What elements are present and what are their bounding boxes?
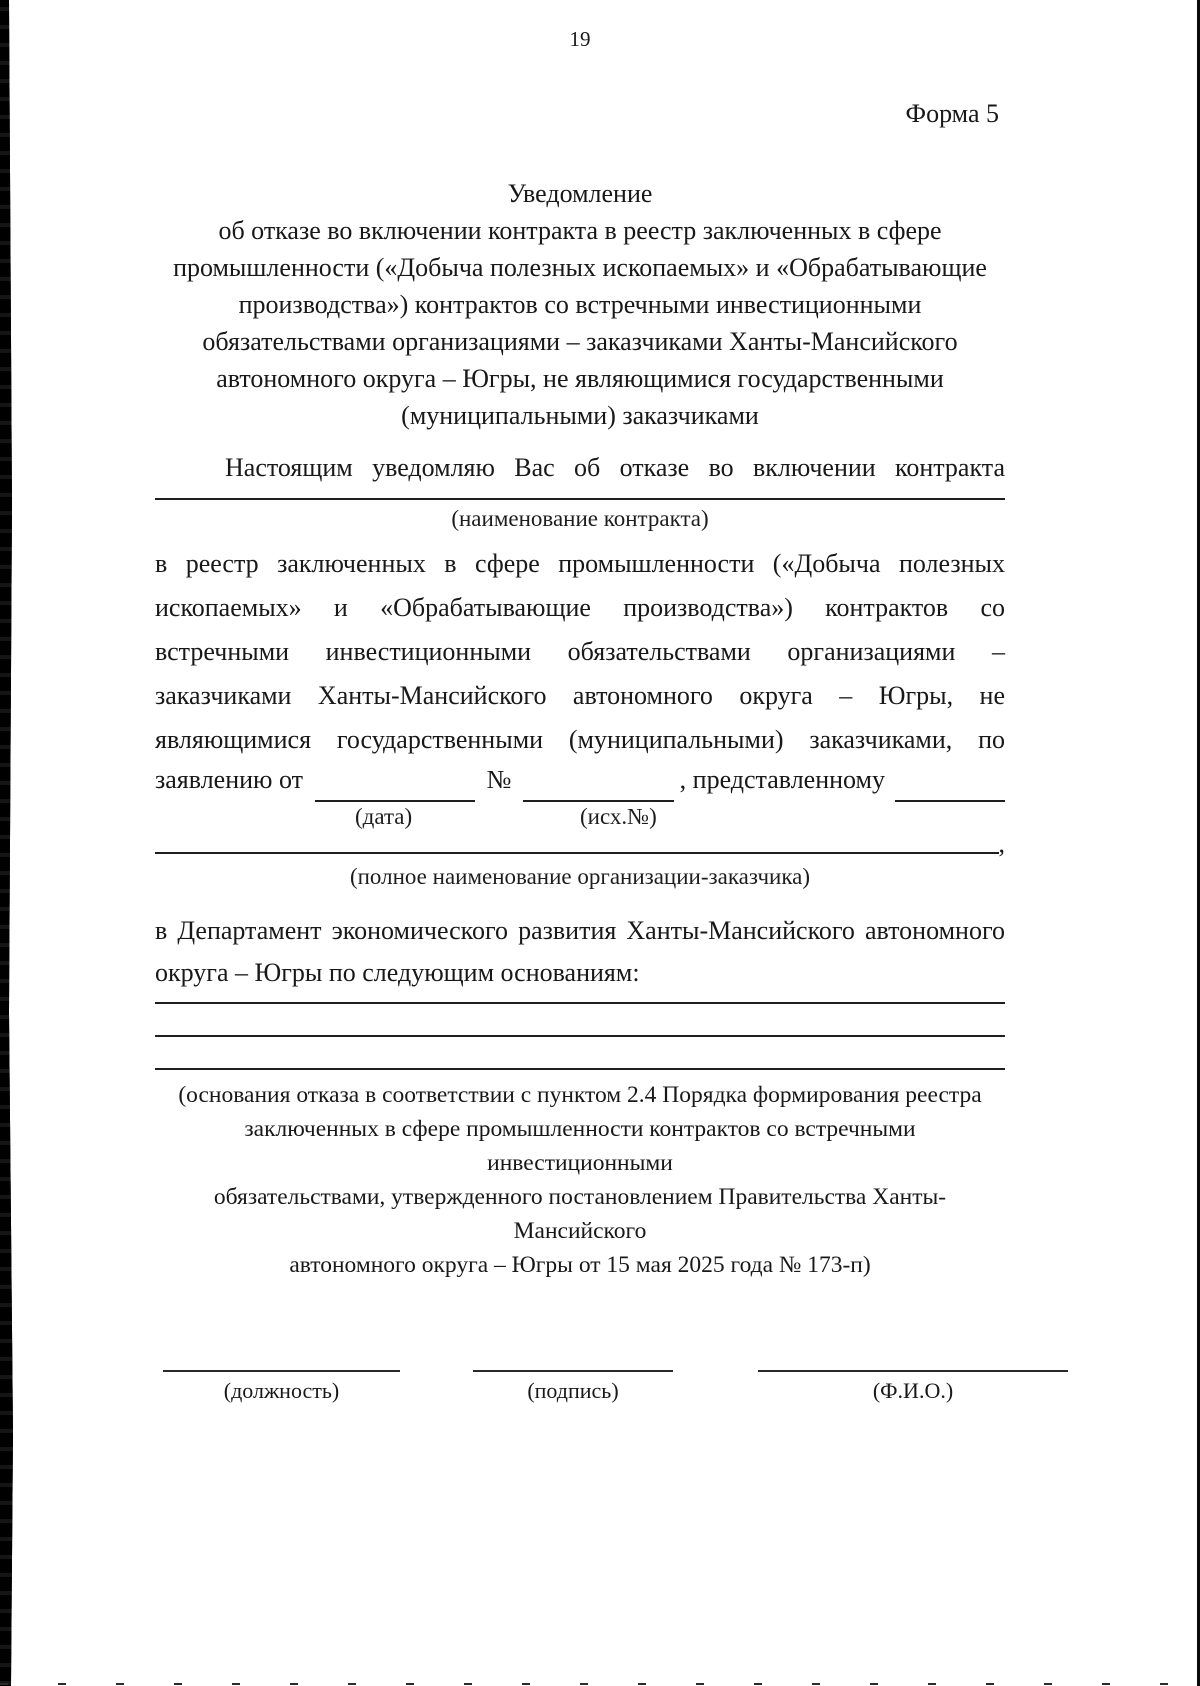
organization-name-fill-line — [155, 829, 1005, 858]
title-line: Уведомление — [507, 179, 653, 208]
title-line: производства») контрактов со встречными инвестиционными — [238, 290, 922, 319]
caption-line: автономного округа – Югры от 15 мая 2025 года № 173-п) — [289, 1252, 871, 1278]
paragraph-line: ископаемых» и «Обрабатывающие производства») контрактов со — [155, 593, 1005, 622]
name-signature-line — [758, 1370, 1068, 1372]
caption-line: заключенных в сфере промышленности контрактов со встречными инвестиционными — [244, 1116, 916, 1176]
paragraph-line: являющимися государственными (муниципальными) заказчиками, по — [155, 725, 1005, 754]
title-line: обязательствами организациями – заказчиками Ханты-Мансийского — [202, 327, 958, 356]
paragraph-line: в Департамент экономического развития Ханты-Мансийского автономного — [155, 916, 1005, 945]
reasons-fill-line — [155, 1068, 1005, 1070]
caption-line: обязательствами, утвержденного постановлением Правительства Ханты-Мансийского — [213, 1184, 947, 1244]
title-line: (муниципальными) заказчиками — [401, 401, 759, 430]
title-line: автономного округа – Югры, не являющимися государственными — [216, 364, 944, 393]
page-number: 19 — [569, 27, 591, 51]
signature-name-column — [758, 1370, 1068, 1404]
paragraph-line: округа – Югры по следующим основаниям: — [155, 958, 640, 987]
reasons-caption-block — [155, 1078, 1005, 1282]
submitted-by-blank-field — [895, 768, 1005, 802]
main-paragraph — [155, 542, 1005, 832]
contract-name-caption: (наименование контракта) — [451, 506, 709, 531]
trailing-comma: , — [998, 829, 1005, 858]
title-line: об отказе во включении контракта в реестр заключенных в сфере — [218, 216, 942, 245]
signature-position-column — [163, 1370, 400, 1404]
name-caption: (Ф.И.О.) — [872, 1378, 954, 1403]
ref-number-caption: (исх.№) — [580, 804, 657, 829]
signature-block — [155, 1370, 1005, 1450]
scan-artifact-bottom-dashes — [0, 1683, 1200, 1685]
sign-signature-line — [473, 1370, 673, 1372]
date-caption: (дата) — [355, 804, 413, 829]
reasons-fill-line — [155, 1035, 1005, 1037]
blanks-captions-row — [155, 802, 1005, 832]
application-blanks-line — [155, 762, 1005, 802]
date-blank-field — [315, 768, 475, 802]
signature-sign-column — [473, 1370, 673, 1404]
organization-name-caption: (полное наименование организации-заказчика) — [349, 864, 811, 889]
blanks-middle: , представленному — [679, 765, 885, 794]
fill-line — [155, 834, 999, 854]
blanks-prefix: заявлению от — [155, 765, 303, 794]
contract-name-fill-line — [155, 498, 1005, 500]
position-caption: (должность) — [223, 1378, 340, 1403]
reasons-fill-line — [155, 1002, 1005, 1004]
position-signature-line — [163, 1370, 400, 1372]
intro-paragraph: Настоящим уведомляю Вас об отказе во включении контракта — [225, 453, 1005, 482]
scan-artifact-left-band — [0, 0, 13, 1686]
sign-caption: (подпись) — [527, 1378, 619, 1403]
document-content — [155, 0, 1005, 1450]
paragraph-line: встречными инвестиционными обязательствами организациями – — [155, 637, 1005, 666]
caption-line: (основания отказа в соответствии с пунктом 2.4 Порядка формирования реестра — [178, 1082, 982, 1108]
form-number-label: Форма 5 — [905, 99, 999, 128]
paragraph-line: заказчиками Ханты-Мансийского автономного округа – Югры, не — [155, 681, 1005, 710]
number-sign: № — [486, 765, 512, 794]
ref-number-blank-field — [523, 768, 673, 802]
paragraph-line: в реестр заключенных в сфере промышленности («Добыча полезных — [155, 549, 1005, 578]
department-paragraph — [155, 910, 1005, 994]
title-line: промышленности («Добыча полезных ископаемых» и «Обрабатывающие — [173, 253, 987, 282]
document-title — [155, 175, 1005, 434]
